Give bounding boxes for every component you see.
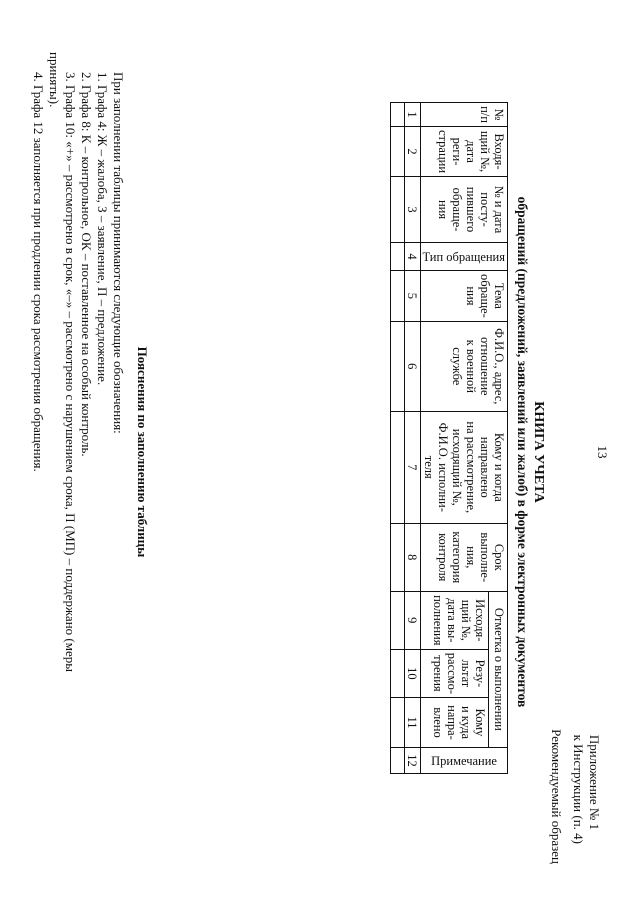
column-number: 6 bbox=[405, 321, 421, 411]
header-group-completion: Отметка о выполнении bbox=[488, 591, 507, 747]
column-number: 9 bbox=[405, 591, 421, 649]
column-number: 2 bbox=[405, 127, 421, 177]
column-number: 1 bbox=[405, 103, 421, 127]
notes-title: Пояснения по заполнению таблицы bbox=[135, 346, 150, 558]
column-number: 5 bbox=[405, 271, 421, 322]
appendix-line-3: Рекомендуемый образец bbox=[549, 729, 564, 864]
header-col-12: Примечание bbox=[421, 748, 508, 774]
header-col-3: № и дата посту- пившего обраще- ния bbox=[421, 177, 508, 243]
header-col-11: Кому и куда напра- влено bbox=[421, 698, 489, 748]
header-col-5: Тема обраще- ния bbox=[421, 271, 508, 322]
header-col-1: № п/п bbox=[421, 103, 508, 127]
column-number: 10 bbox=[405, 649, 421, 697]
header-col-4: Тип обращения bbox=[421, 243, 508, 271]
notes-item-2: 2. Графа 8: К – контрольное, ОК – поставленное на особый контроль. bbox=[79, 72, 94, 457]
column-number-row bbox=[405, 103, 421, 774]
header-col-8: Срок выполне- ния, категория контроля bbox=[421, 523, 508, 591]
column-number: 3 bbox=[405, 177, 421, 243]
column-number: 7 bbox=[405, 411, 421, 523]
notes-item-4: 4. Графа 12 заполняется при продлении срока рассмотрения обращения. bbox=[31, 72, 46, 472]
header-col-9: Исходя- щий №, дата вы- полнения bbox=[421, 591, 489, 649]
header-col-6: Ф.И.О., адрес, отношение к военной службе bbox=[421, 321, 508, 411]
header-col-2: Входя- щий №, дата реги- страции bbox=[421, 127, 508, 177]
header-col-10: Резу- льтат рассмо- трения bbox=[421, 649, 489, 697]
column-number: 8 bbox=[405, 523, 421, 591]
notes-item-3-cont: приняты). bbox=[47, 52, 62, 108]
appendix-line-1: Приложение № 1 bbox=[587, 734, 602, 830]
header-col-7: Кому и когда направлено на рассмотрение, исходящий №, Ф.И.О. исполни- теля bbox=[421, 411, 508, 523]
empty-row bbox=[391, 103, 405, 774]
appendix-line-2: к Инструкции (п. 4) bbox=[571, 734, 586, 844]
page-number: 13 bbox=[595, 445, 610, 459]
title-block bbox=[514, 22, 546, 882]
column-number: 12 bbox=[405, 748, 421, 774]
notes-item-3: 3. Графа 10: «+» – рассмотрено в срок, «–» – рассмотрено с нарушением срока, П (МП) – поддержано (меры bbox=[63, 72, 78, 672]
appendix-block bbox=[548, 729, 602, 864]
column-number: 11 bbox=[405, 698, 421, 748]
notes-item-1: 1. Графа 4: Ж – жалоба, З – заявление, П – предложение. bbox=[95, 72, 110, 386]
notes-block bbox=[30, 52, 150, 852]
title-line-2: обращений (предложений, заявлений или жалоб) в форме электронных документов bbox=[515, 196, 530, 708]
notes-intro: При заполнении таблицы принимаются следующие обозначения: bbox=[111, 72, 126, 434]
title-line-1: КНИГА УЧЕТА bbox=[531, 401, 546, 503]
column-number: 4 bbox=[405, 243, 421, 271]
rotated-page bbox=[20, 22, 620, 882]
register-table bbox=[390, 102, 508, 774]
